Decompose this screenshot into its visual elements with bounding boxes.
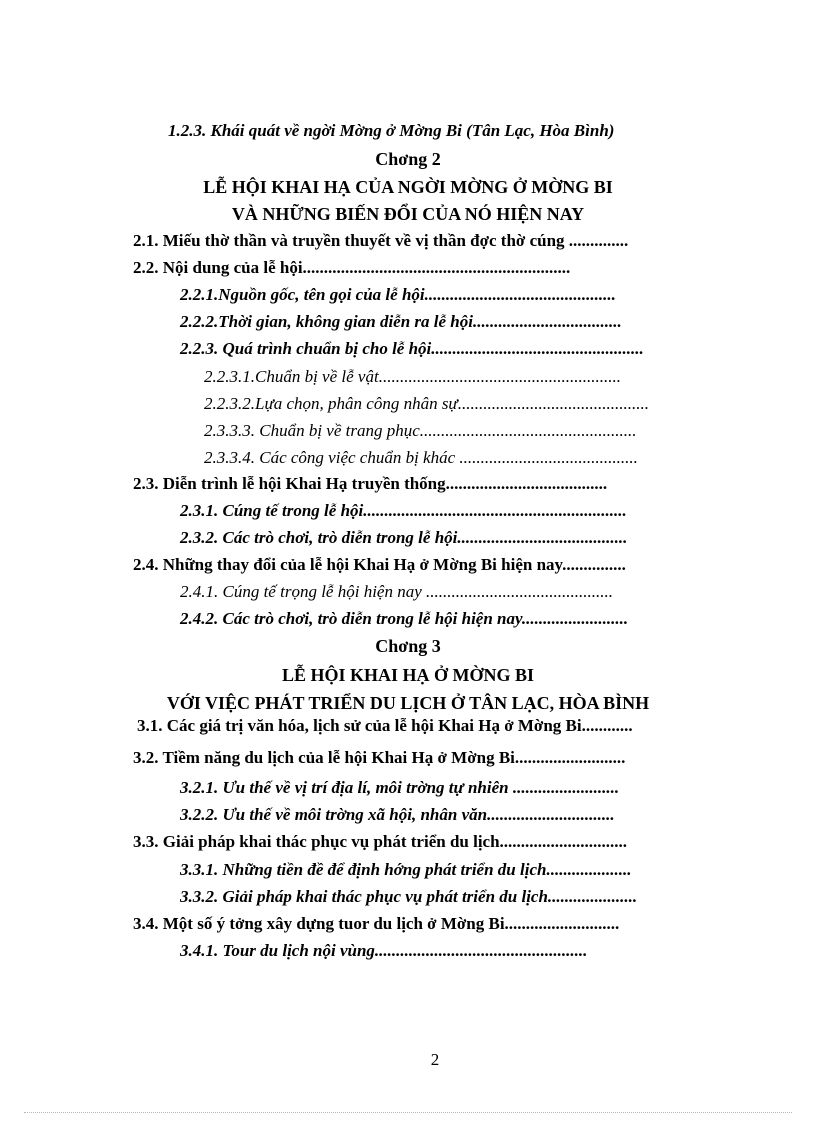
toc-entry-3-4: 3.4. Một số ý tởng xây dựng tuor du lịch ở Mờng Bi........................... [133, 914, 620, 933]
toc-entry-2-2: 2.2. Nội dung của lễ hội............................................................... [133, 258, 571, 277]
toc-entry-2-3-3-4: 2.3.3.4. Các công việc chuẩn bị khác .......................................... [204, 448, 638, 467]
toc-entry-2-2-2: 2.2.2.Thời gian, không gian diễn ra lễ hội................................... [180, 312, 622, 331]
chapter-3-heading-line-1: LỄ HỘI KHAI HẠ Ở MỜNG BI [281, 665, 535, 685]
toc-entry-2-2-3-2: 2.2.3.2.Lựa chọn, phân công nhân sự............................................. [204, 394, 649, 413]
toc-entry-2-3-1: 2.3.1. Cúng tế trong lễ hội.............................................................. [180, 501, 627, 520]
chapter-3-heading-line-2: VỚI VIỆC PHÁT TRIỂN DU LỊCH Ở TÂN LẠC, HÒA BÌNH [166, 693, 650, 713]
chapter-2-heading-line-1: LỄ HỘI KHAI HẠ CỦA NGỜI MỜNG Ở MỜNG BI [203, 177, 613, 197]
toc-entry-3-2-2: 3.2.2. Ưu thế về môi trờng xã hội, nhân văn.............................. [180, 805, 615, 824]
chapter-2-heading-line-2: VÀ NHỮNG BIẾN ĐỔI CỦA NÓ HIỆN NAY [231, 204, 585, 224]
toc-entry-2-2-1: 2.2.1.Nguồn gốc, tên gọi của lễ hội............................................. [180, 285, 616, 304]
toc-entry-2-4: 2.4. Những thay đổi của lễ hội Khai Hạ ở Mờng Bi hiện nay............... [133, 555, 626, 574]
toc-entry-2-3-2: 2.3.2. Các trò chơi, trò diễn trong lễ hội........................................ [180, 528, 628, 547]
toc-entry-3-3-1: 3.3.1. Những tiền đề để định hớng phát triển du lịch.................... [180, 860, 632, 879]
toc-entry-3-3-2: 3.3.2. Giải pháp khai thác phục vụ phát triển du lịch..................... [180, 887, 638, 906]
toc-entry-2-1: 2.1. Miếu thờ thần và truyền thuyết về vị thần đợc thờ cúng .............. [133, 231, 629, 250]
toc-entry-3-1: 3.1. Các giá trị văn hóa, lịch sử của lễ hội Khai Hạ ở Mờng Bi............ [137, 716, 633, 735]
toc-entry-3-2-1: 3.2.1. Ưu thế về vị trí địa lí, môi trờng tự nhiên ......................... [180, 778, 620, 797]
toc-entry-2-4-1: 2.4.1. Cúng tế trọng lễ hội hiện nay ............................................ [180, 582, 614, 601]
page-number: 2 [430, 1050, 440, 1069]
chapter-2-label: Chơng 2 [375, 149, 441, 169]
page-bottom-divider [24, 1112, 792, 1113]
toc-entry-3-2: 3.2. Tiềm năng du lịch của lễ hội Khai Hạ ở Mờng Bi.......................... [133, 748, 626, 767]
toc-entry-2-3: 2.3. Diễn trình lễ hội Khai Hạ truyền thống...................................... [133, 474, 608, 493]
toc-entry-1-2-3: 1.2.3. Khái quát về ngời Mờng ở Mờng Bi (Tân Lạc, Hòa Bình) [168, 121, 615, 140]
toc-entry-2-4-2: 2.4.2. Các trò chơi, trò diễn trong lễ hội hiện nay......................... [180, 609, 629, 628]
toc-entry-3-3: 3.3. Giải pháp khai thác phục vụ phát triển du lịch.............................. [133, 832, 628, 851]
toc-entry-2-3-3-3: 2.3.3.3. Chuẩn bị về trang phục................................................... [204, 421, 637, 440]
toc-entry-2-2-3-1: 2.2.3.1.Chuẩn bị về lễ vật......................................................... [204, 367, 621, 386]
chapter-3-label: Chơng 3 [375, 636, 441, 656]
toc-entry-3-4-1: 3.4.1. Tour du lịch nội vùng.................................................. [180, 941, 588, 960]
toc-entry-2-2-3: 2.2.3. Quá trình chuẩn bị cho lễ hội.................................................. [180, 339, 644, 358]
